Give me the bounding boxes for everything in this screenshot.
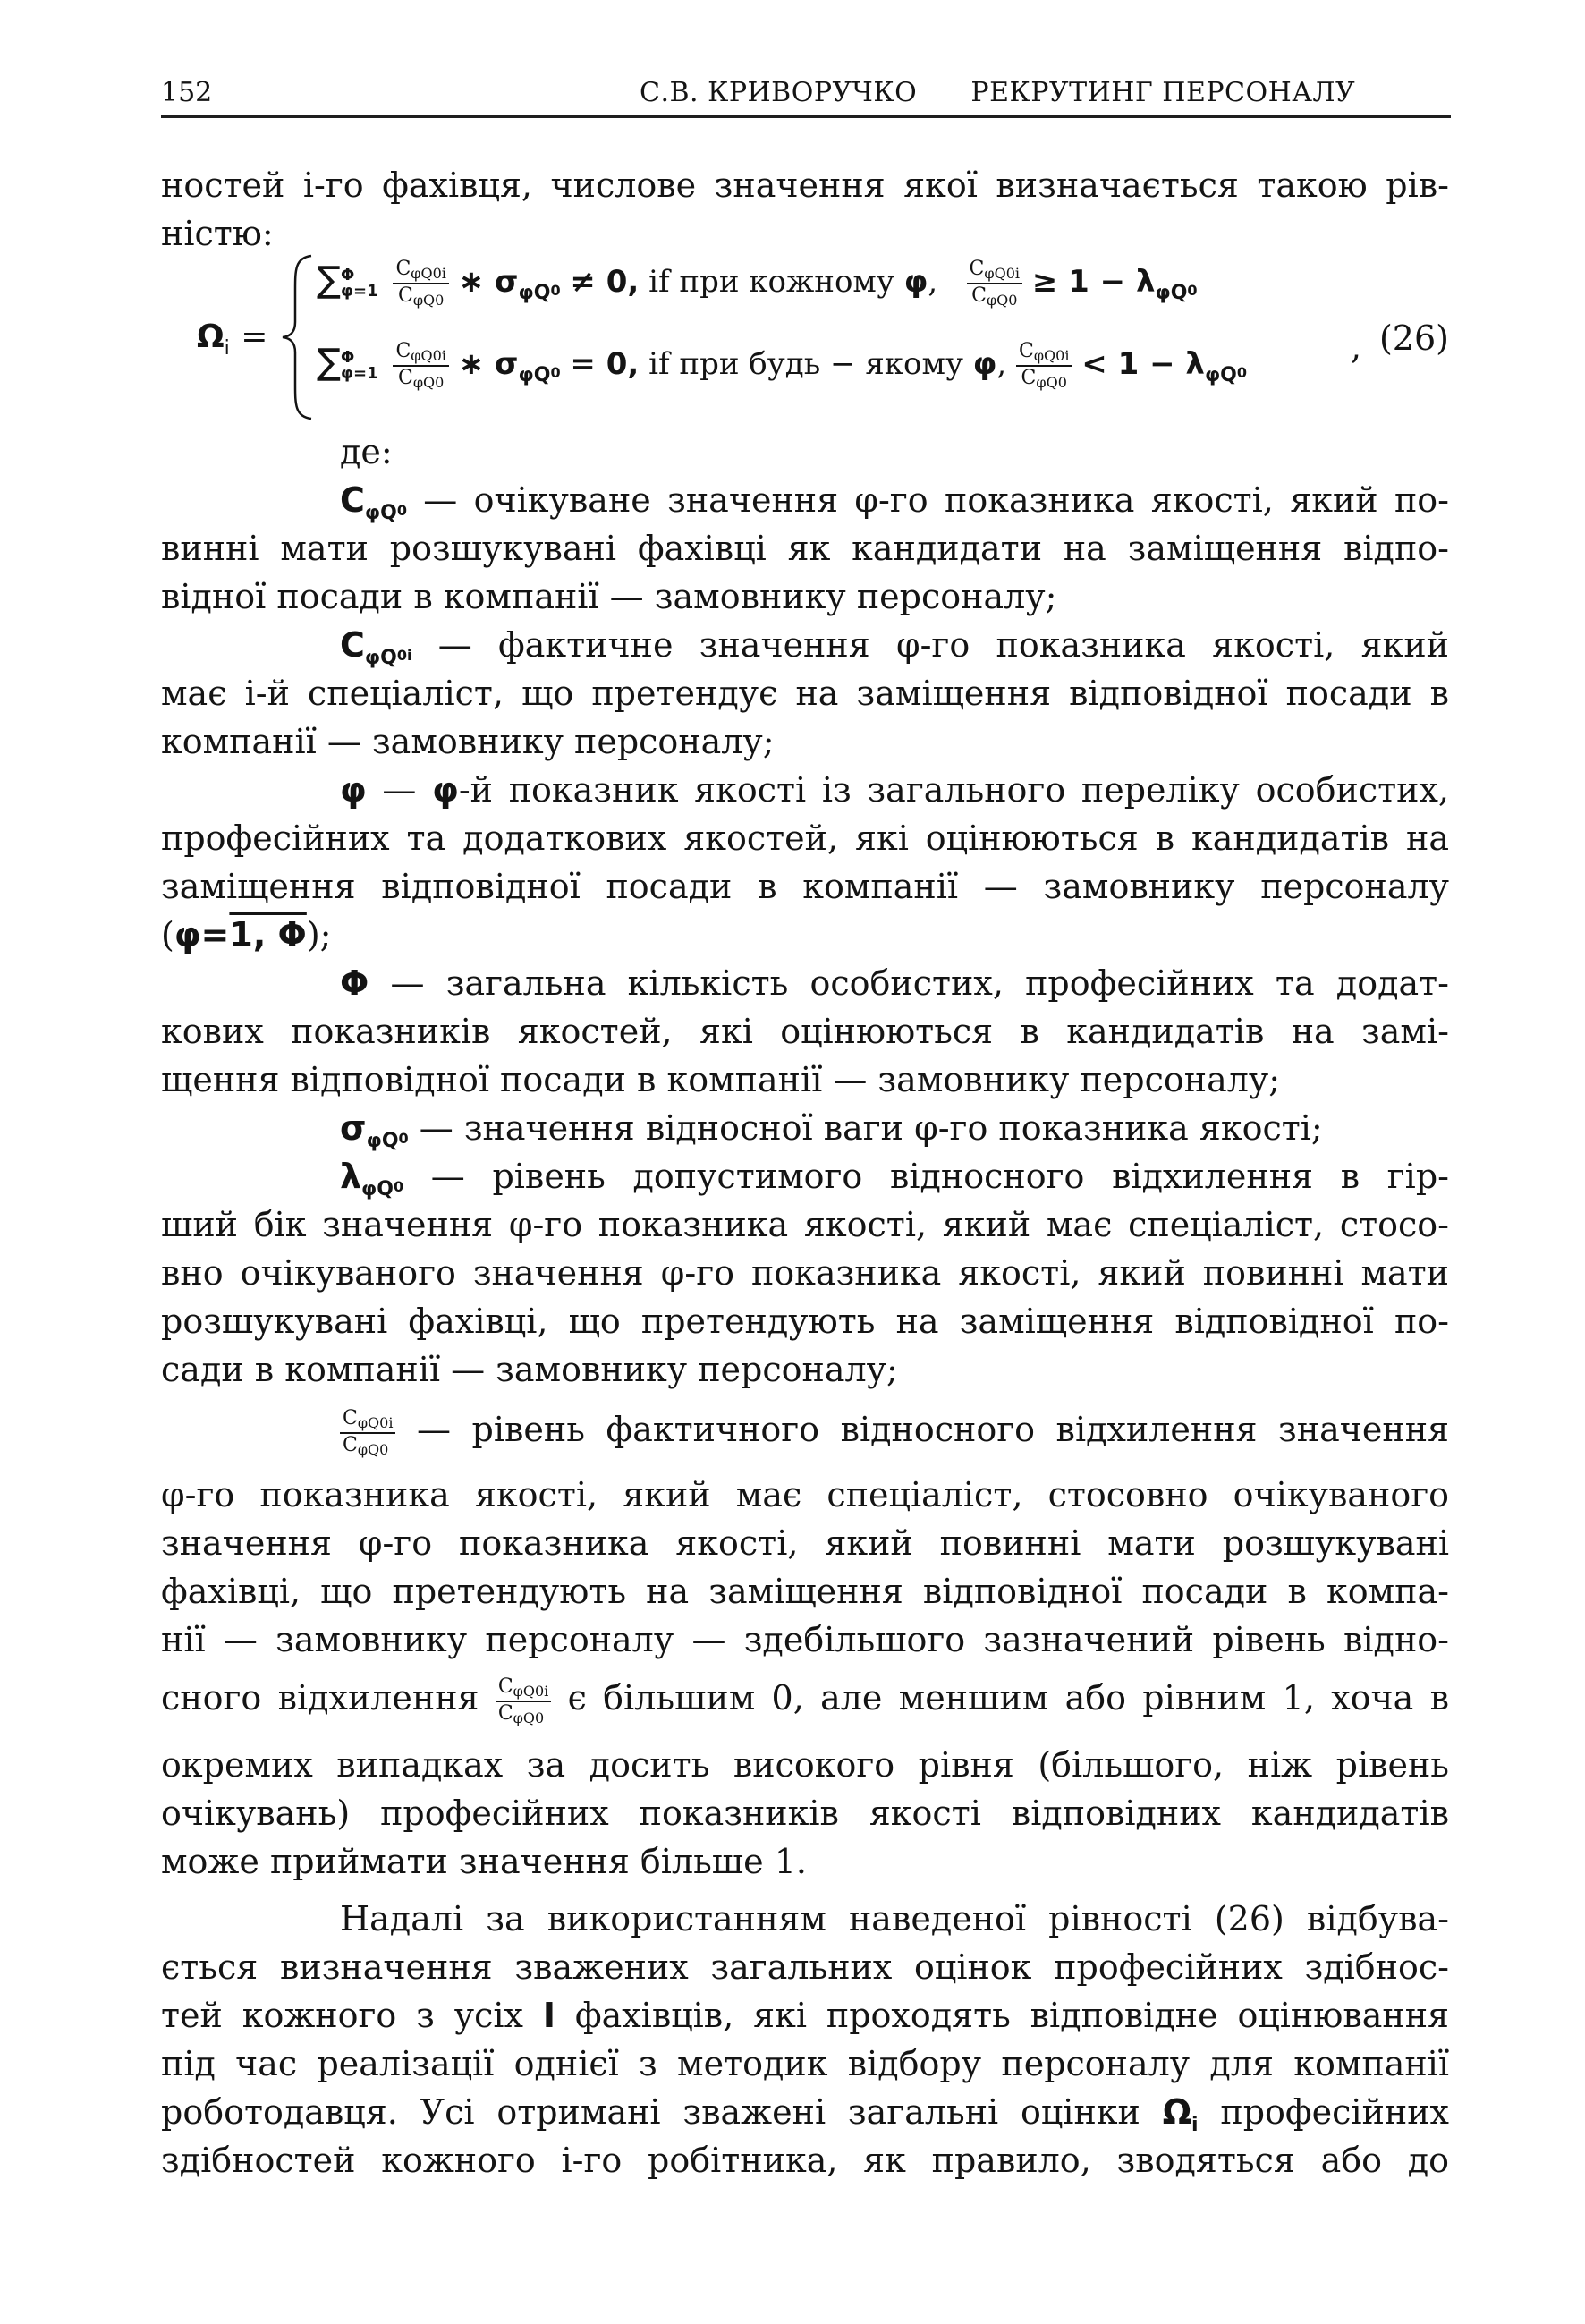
text-line: під час реалізації однієї з методик відбору персоналу для компанії (161, 2044, 1449, 2083)
text-line: компанії — замовнику персоналу; (161, 722, 775, 761)
text-line: може приймати значення більше 1. (161, 1842, 807, 1881)
text-line: ється визначення зважених загальних оцінок професійних здібнос- (161, 1947, 1449, 1987)
text-line: ший бік значення φ-го показника якості, який має спеціаліст, стосо- (161, 1205, 1449, 1244)
where-label: де: (340, 432, 393, 471)
text-line: заміщення відповідної посади в компанії — замовнику персоналу (161, 867, 1449, 906)
text-line: винні мати розшукувані фахівці як кандидати на заміщення відпо- (161, 529, 1449, 568)
definition-line: $\lambda_{\varphi Q}0$ — рівень допустимого відносного відхилення в гір- (340, 1157, 1449, 1200)
fraction: $\frac{\text{CφQ0i}}{\text{CφQ0}}$ (496, 1677, 551, 1726)
text-line: φ-го показника якості, який має спеціаліст, стосовно очікуваного (161, 1475, 1449, 1514)
definition-line: $\sigma_{\varphi Q}0$ — значення відносної ваги φ-го показника якості; (340, 1108, 1323, 1152)
curly-brace-icon (281, 254, 317, 420)
page-number: 152 (161, 77, 213, 108)
fraction: $\frac{\text{CφQ0i}}{\text{CφQ0}}$ (393, 259, 448, 308)
text-line: фахівці, що претендують на заміщення відповідної посади в компа- (161, 1572, 1449, 1611)
equation-lhs: $\Omega_i$ = (197, 318, 268, 360)
equation-number: (26) (1378, 318, 1449, 358)
definition-line: $\frac{\text{CφQ0i}}{\text{CφQ0}}$ — рівень фактичного відносного відхилення значення (340, 1397, 1449, 1462)
running-header (161, 77, 1449, 115)
text-line: окремих випадках за досить високого рівня (більшого, ніж рівень (161, 1745, 1449, 1785)
text-line: значення φ-го показника якості, який повинні мати розшукувані (161, 1523, 1449, 1563)
text-line: щення відповідної посади в компанії — замовнику персоналу; (161, 1060, 1281, 1099)
text-line: кових показників якостей, які оцінюються в кандидатів на замі- (161, 1012, 1449, 1051)
running-title: С.В. КРИВОРУЧКО РЕКРУТИНГ ПЕРСОНАЛУ (640, 77, 1356, 108)
paragraph-first-line: Надалі за використанням наведеної рівності (26) відбува- (340, 1899, 1449, 1938)
text-line: відної посади в компанії — замовнику персоналу; (161, 577, 1057, 616)
definition-line: $C_{\varphi Q}0i$ — фактичне значення φ-го показника якості, який (340, 625, 1449, 669)
text-line: розшукувані фахівці, що претендують на заміщення відповідної по- (161, 1302, 1449, 1341)
definition-line: $C_{\varphi Q}0$ — очікуване значення φ-го показника якості, який по- (340, 480, 1449, 524)
text-line: вно очікуваного значення φ-го показника якості, який повинні мати (161, 1253, 1449, 1293)
text-line: здібностей кожного і-го робітника, як правило, зводяться або до (161, 2141, 1449, 2180)
definition-line: φ — φ-й показник якості із загального переліку особистих, (340, 770, 1449, 810)
definition-line: Φ — загальна кількість особистих, професійних та додат- (340, 963, 1449, 1003)
text-line: сного відхилення $\frac{\text{CφQ0i}}{\text{CφQ0}}$ є більшим 0, але меншим або рівним 1, хоча в (161, 1675, 1449, 1726)
equation-26 (161, 249, 1449, 428)
equation-case-1: ∑ Φ φ=1 $\frac{\text{CφQ0i}}{\text{CφQ0}}$ ∗ $\sigma_{\varphi Q}0 \ne 0$, if при кожному φ, $\frac{\text{CφQ0i}}{\text{CφQ0}}$ ≥ $1 - \lambda_{\varphi Q}0$ (317, 258, 1198, 309)
text-line: ністю: (161, 214, 274, 253)
text-line: тей кожного з усіх I фахівців, які проходять відповідне оцінювання (161, 1996, 1449, 2035)
text-line: професійних та додаткових якостей, які оцінюються в кандидатів на (161, 818, 1449, 858)
equation-case-2: ∑ Φ φ=1 $\frac{\text{CφQ0i}}{\text{CφQ0}}$ ∗ $\sigma_{\varphi Q}0 = 0$, if при будь − якому φ, $\frac{\text{CφQ0i}}{\text{CφQ0}}$ < $1 - \lambda_{\varphi Q}0$ (317, 340, 1248, 391)
equation-comma: , (1351, 327, 1362, 367)
text-line: нії — замовнику персоналу — здебільшого зазначений рівень відно- (161, 1620, 1449, 1659)
fraction: $\frac{\text{CφQ0i}}{\text{CφQ0}}$ (340, 1409, 395, 1457)
definition-range: (φ=1, Φ); (161, 915, 332, 954)
text-line: має і-й спеціаліст, що претендує на заміщення відповідної посади в (161, 674, 1449, 713)
header-rule (161, 115, 1451, 118)
text-line: роботодавця. Усі отримані зважені загальні оцінки $\Omega_i$ професійних (161, 2092, 1449, 2136)
text-line: ностей і-го фахівця, числове значення якої визначається такою рів- (161, 165, 1449, 205)
text-line: сади в компанії — замовнику персоналу; (161, 1350, 898, 1389)
fraction: $\frac{\text{CφQ0i}}{\text{CφQ0}}$ (1016, 342, 1072, 390)
fraction: $\frac{\text{CφQ0i}}{\text{CφQ0}}$ (967, 259, 1022, 308)
fraction: $\frac{\text{CφQ0i}}{\text{CφQ0}}$ (393, 342, 448, 390)
text-line: очікувань) професійних показників якості відповідних кандидатів (161, 1794, 1449, 1833)
